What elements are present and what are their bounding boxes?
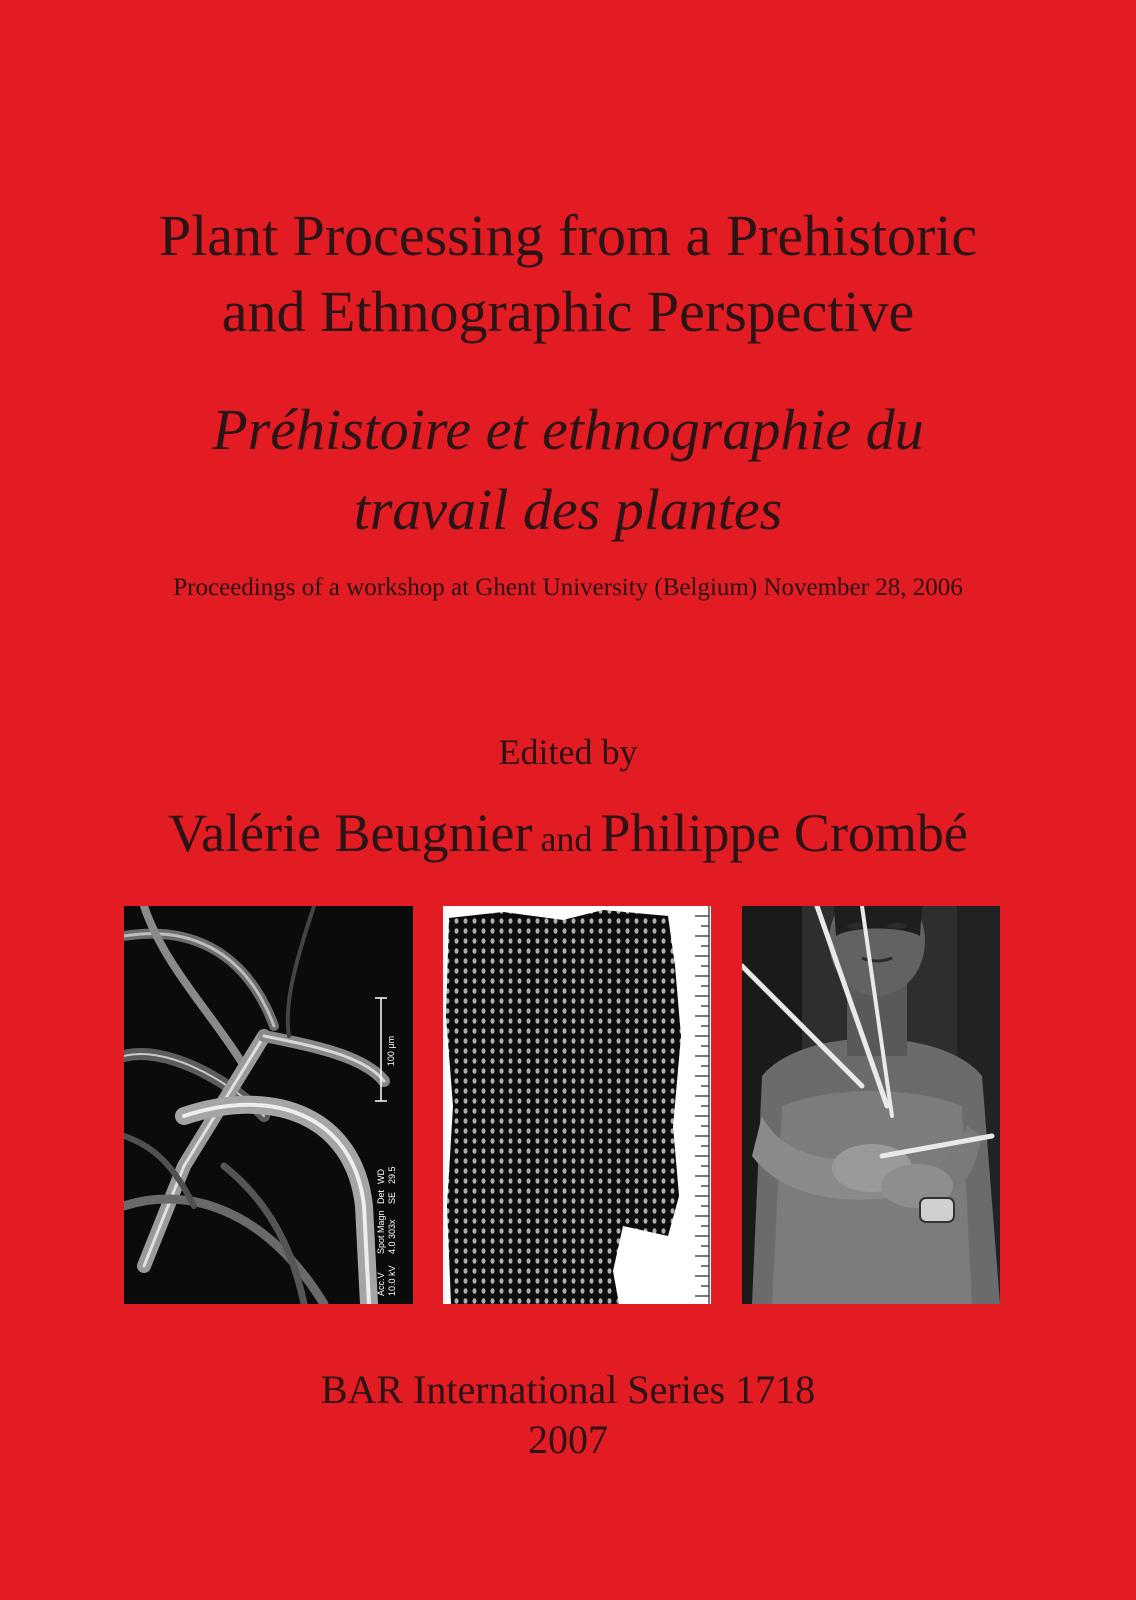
sem-col2-val: 4.0 303x (387, 1219, 397, 1254)
sem-col2-head: Spot Magn (376, 1210, 386, 1254)
subtitle-line-2: travail des plantes (353, 477, 783, 542)
editors (0, 800, 1136, 872)
editor-1: Valérie Beugnier (168, 803, 533, 863)
sem-col4-head: WD (376, 1169, 386, 1184)
title-line-1: Plant Processing from a Prehistoric (158, 203, 978, 268)
ethnographic-photo (742, 906, 1000, 1304)
title-line-2: and Ethnographic Perspective (221, 279, 915, 344)
proceedings-line: Proceedings of a workshop at Ghent University (Belgium) November 28, 2006 (173, 574, 963, 601)
series-name: BAR International Series 1718 (320, 1367, 816, 1412)
sem-scale-label: 100 μm (386, 1035, 396, 1067)
french-subtitle (0, 390, 1136, 550)
textile-fragment-photo (443, 906, 711, 1304)
sem-col3-head: Det (376, 1189, 386, 1204)
sem-col1-val: 10.0 kV (387, 1265, 397, 1296)
book-title (0, 198, 1136, 350)
subtitle-line-1: Préhistoire et ethnographie du (212, 397, 924, 462)
editors-and: and (540, 819, 593, 859)
sem-col1-head: Acc.V (376, 1272, 386, 1296)
textile-image (443, 906, 711, 1304)
man-with-fibres-image (742, 906, 1000, 1304)
sem-col4-val: 29.5 (387, 1166, 397, 1184)
sem-fibres-image (124, 906, 413, 1304)
sem-col3-val: SE (387, 1191, 397, 1204)
editor-2: Philippe Crombé (600, 803, 968, 863)
publication-year: 2007 (528, 1417, 608, 1462)
sem-micrograph-photo (124, 906, 413, 1304)
edited-by-label: Edited by (498, 732, 638, 772)
